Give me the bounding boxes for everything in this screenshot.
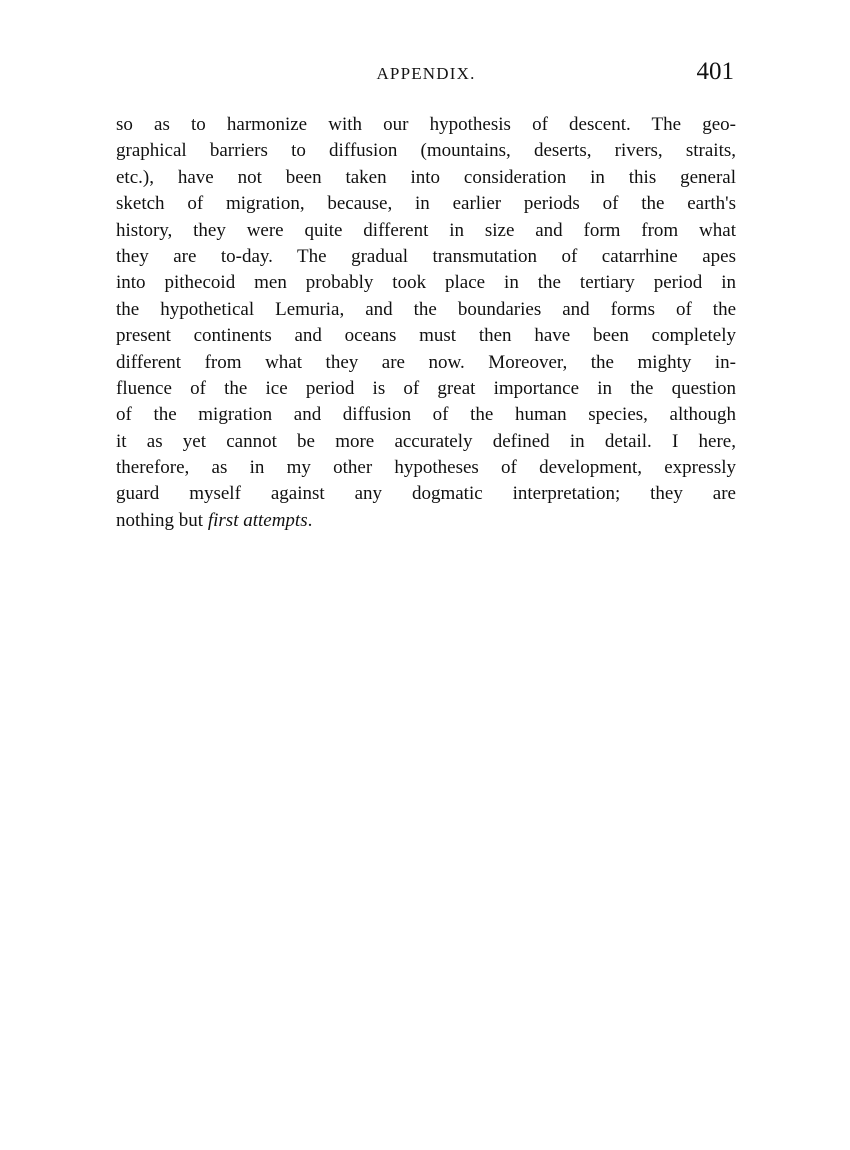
text-line: history, they were quite different in size and form from what [116, 219, 736, 241]
text-line: sketch of migration, because, in earlier periods of the earth's [116, 193, 736, 215]
text-line: so as to harmonize with our hypothesis of descent. The geo- [116, 114, 736, 135]
text-line: fluence of the ice period is of great importance in the question [116, 377, 736, 399]
running-head [116, 58, 736, 94]
page-number: 401 [696, 58, 734, 85]
text-line: of the migration and diffusion of the human species, although [116, 404, 736, 426]
last-line-prefix: nothing but [116, 509, 208, 531]
text-line: etc.), have not been taken into consideration in this general [116, 166, 736, 188]
text-line: different from what they are now. Moreover, the mighty in- [116, 351, 736, 373]
text-line: graphical barriers to diffusion (mountains, deserts, rivers, straits, [116, 140, 736, 162]
last-line-suffix: . [307, 509, 313, 531]
text-line: they are to-day. The gradual transmutation of catarrhine apes [116, 245, 736, 267]
text-line: guard myself against any dogmatic interpretation; they are [116, 483, 736, 505]
text-line-last [116, 508, 736, 534]
text-line: into pithecoid men probably took place in the tertiary period in [116, 272, 736, 294]
running-title: APPENDIX. [376, 64, 476, 83]
text-line: it as yet cannot be more accurately defined in detail. I here, [116, 430, 736, 452]
text-line: present continents and oceans must then have been completely [116, 325, 736, 347]
text-line: therefore, as in my other hypotheses of development, expressly [116, 457, 736, 479]
body-text [116, 112, 736, 534]
italic-phrase: first attempts [207, 509, 308, 531]
text-line: the hypothetical Lemuria, and the boundaries and forms of the [116, 298, 736, 320]
